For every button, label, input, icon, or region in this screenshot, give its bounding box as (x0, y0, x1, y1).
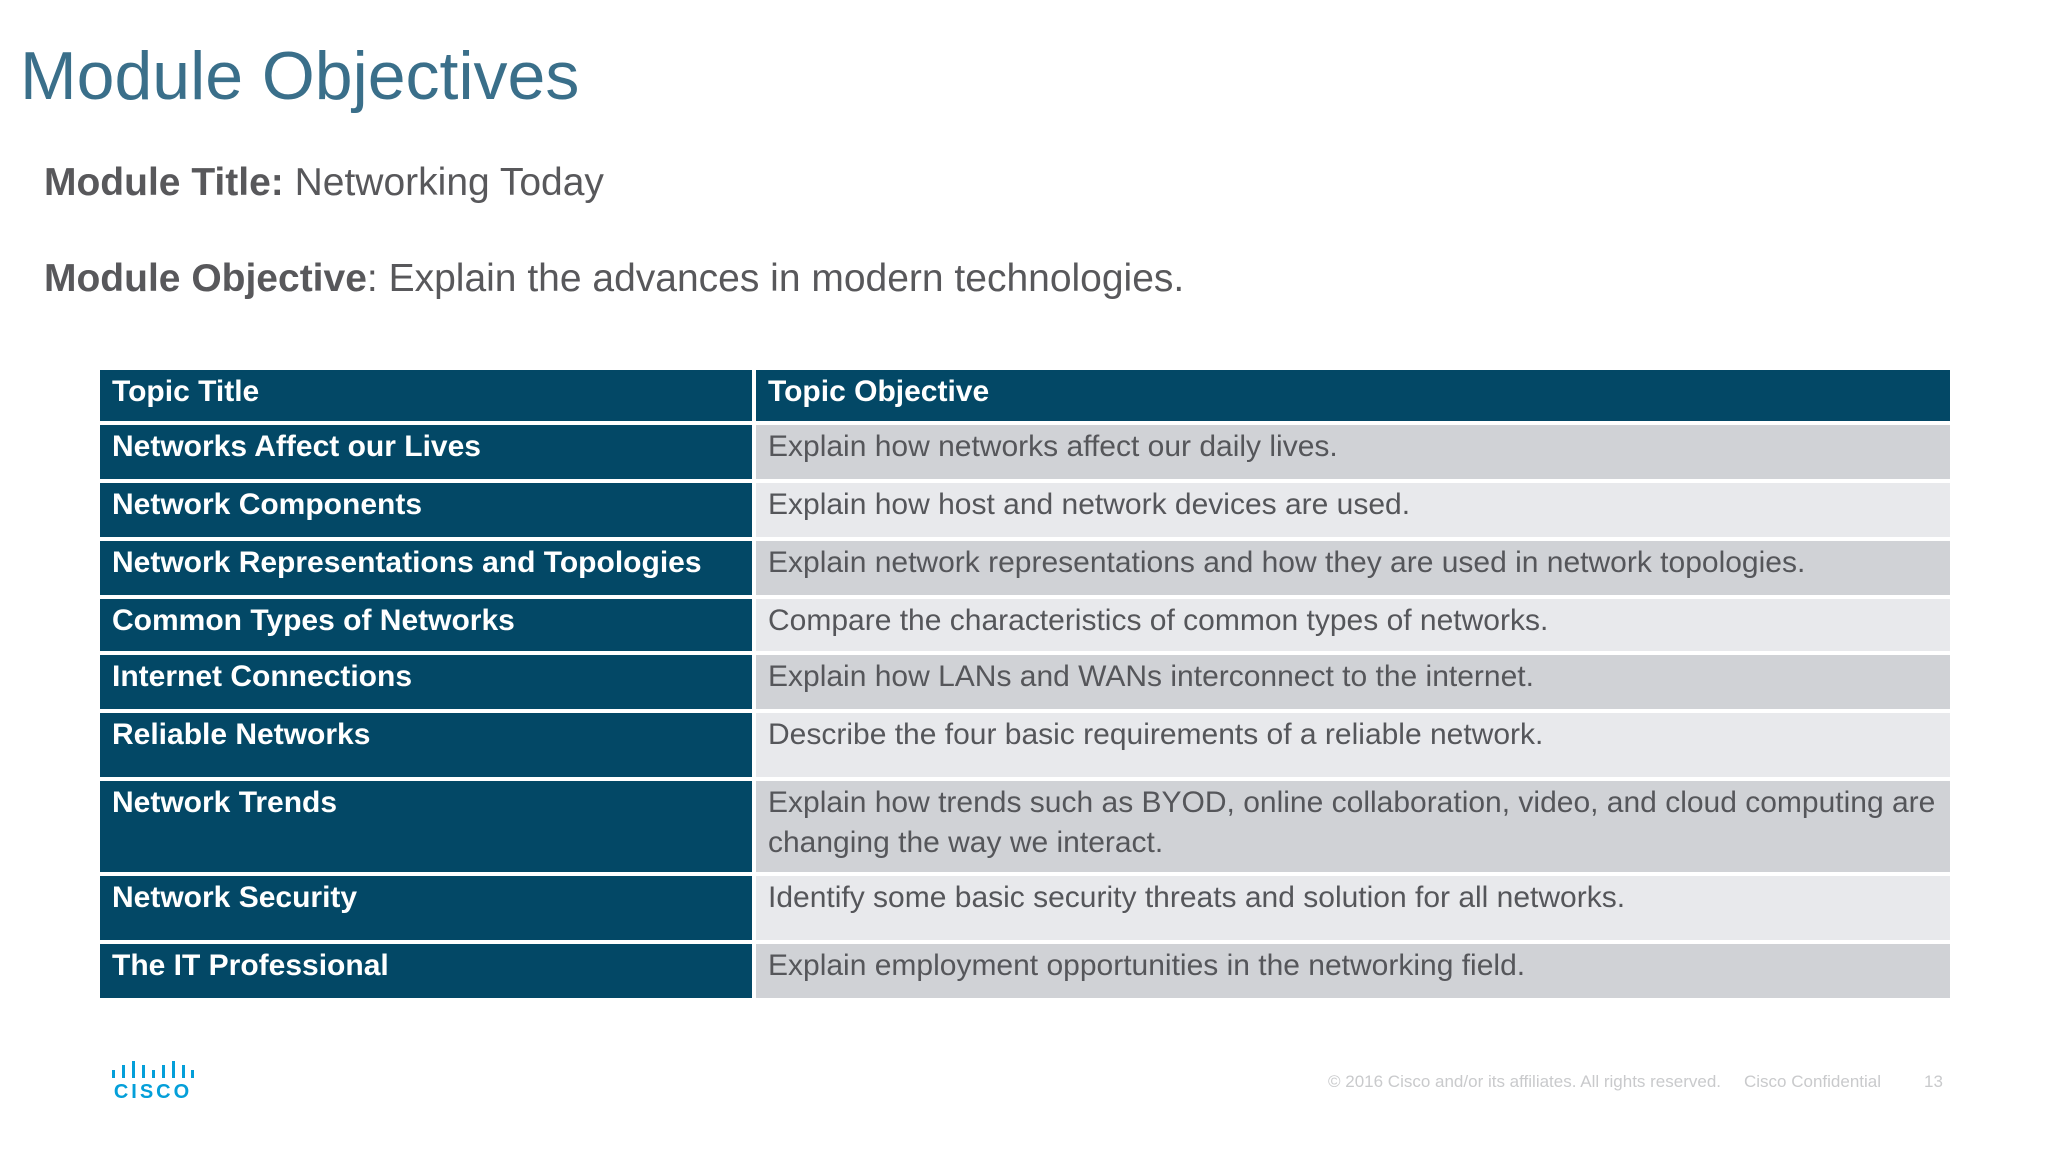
table-row (98, 597, 1952, 653)
table-row (98, 711, 1952, 779)
topic-title-cell: Network Security (98, 874, 754, 942)
table-row (98, 423, 1952, 481)
module-objective-value: : Explain the advances in modern technologies. (366, 257, 1185, 300)
topic-title-cell: Common Types of Networks (98, 597, 754, 653)
cisco-logo (110, 1058, 196, 1104)
table-row (98, 481, 1952, 539)
table-row (98, 539, 1952, 597)
module-objective-line (44, 256, 1184, 303)
table-header-row (98, 368, 1952, 423)
cisco-bridge-icon (112, 1058, 194, 1080)
table-row (98, 874, 1952, 942)
topic-objective-cell: Describe the four basic requirements of a reliable network. (754, 711, 1952, 779)
footer-copyright: © 2016 Cisco and/or its affiliates. All rights reserved. (1328, 1072, 1722, 1091)
header-topic-objective: Topic Objective (754, 368, 1952, 423)
table-row (98, 653, 1952, 711)
module-objective-label: Module Objective (44, 257, 367, 300)
page-title: Module Objectives (20, 38, 580, 114)
objectives-table (96, 366, 1954, 1002)
topic-title-cell: Network Components (98, 481, 754, 539)
topic-objective-cell: Compare the characteristics of common types of networks. (754, 597, 1952, 653)
page-number: 13 (1924, 1072, 1943, 1091)
module-title-label: Module Title: (44, 161, 284, 204)
table-row (98, 779, 1952, 874)
topic-title-cell: Network Trends (98, 779, 754, 874)
topic-objective-cell: Explain how LANs and WANs interconnect to the internet. (754, 653, 1952, 711)
module-title-line (44, 160, 604, 207)
cisco-logo-text: CISCO (113, 1081, 193, 1103)
topic-objective-cell: Explain employment opportunities in the networking field. (754, 942, 1952, 1000)
topic-title-cell: Internet Connections (98, 653, 754, 711)
topic-title-cell: Network Representations and Topologies (98, 539, 754, 597)
topic-objective-cell: Explain network representations and how they are used in network topologies. (754, 539, 1952, 597)
module-title-value: Networking Today (283, 161, 604, 204)
topic-title-cell: The IT Professional (98, 942, 754, 1000)
footer-confidential: Cisco Confidential (1744, 1072, 1882, 1091)
header-topic-title: Topic Title (98, 368, 754, 423)
topic-title-cell: Networks Affect our Lives (98, 423, 754, 481)
topic-objective-cell: Explain how trends such as BYOD, online collaboration, video, and cloud computing are changing the way we interact. (754, 779, 1952, 874)
topic-objective-cell: Explain how networks affect our daily lives. (754, 423, 1952, 481)
topic-objective-cell: Explain how host and network devices are used. (754, 481, 1952, 539)
topic-title-cell: Reliable Networks (98, 711, 754, 779)
topic-objective-cell: Identify some basic security threats and solution for all networks. (754, 874, 1952, 942)
table-row (98, 942, 1952, 1000)
